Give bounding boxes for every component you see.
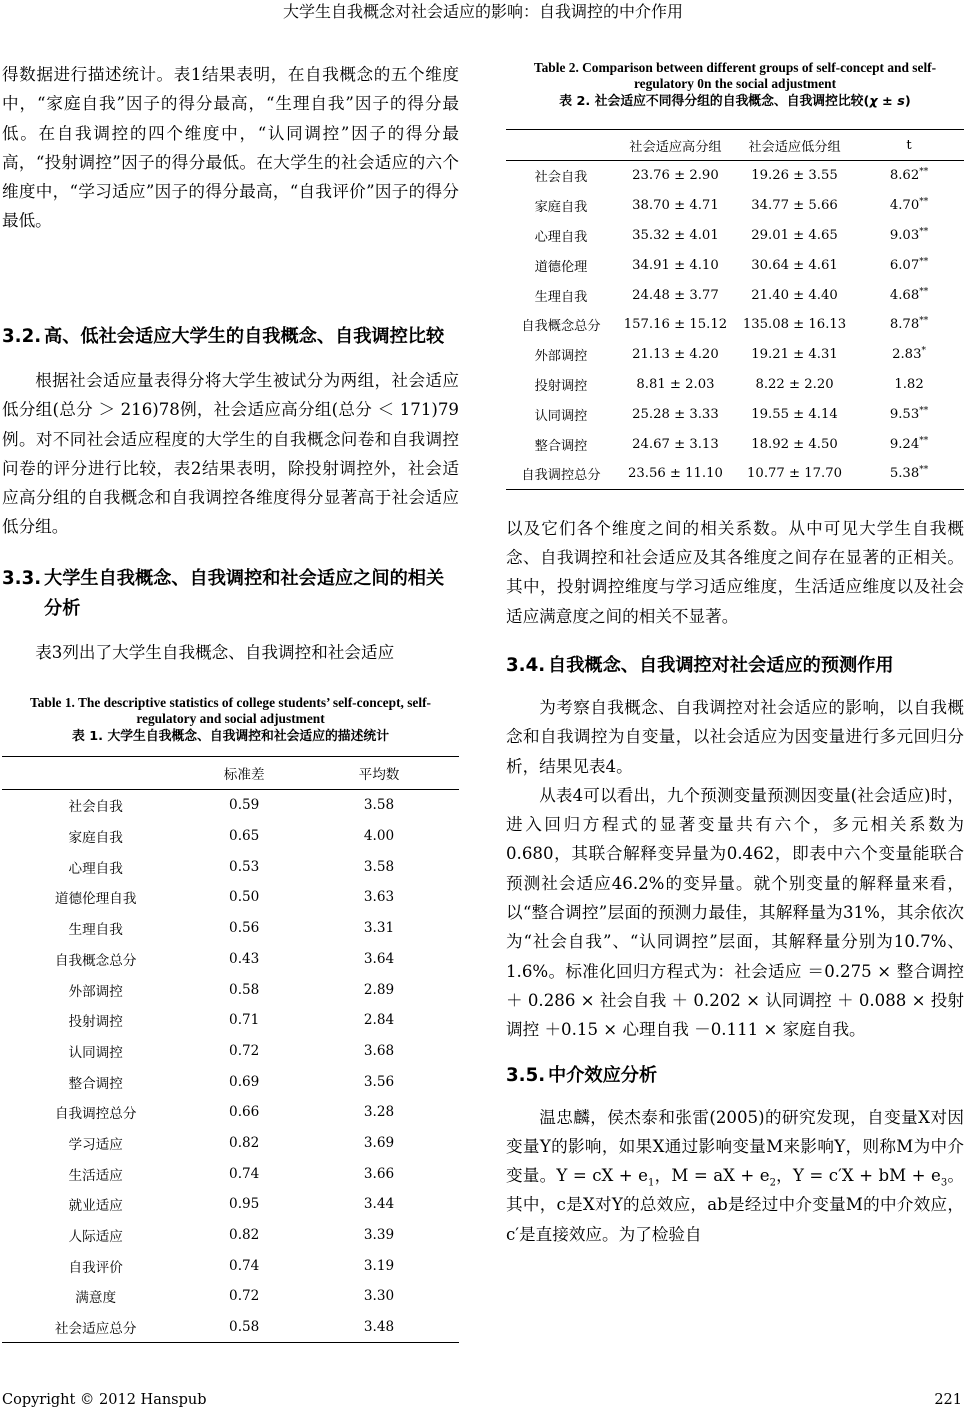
table-cell: 自我评价 [68,1259,123,1276]
table-cell: 19.55 ± 4.14 [751,406,838,422]
table-cell: 3.39 [363,1227,395,1244]
footer-copyright: Copyright © 2012 Hanspub [2,1392,207,1408]
caption-close: ) [904,94,911,109]
table-cell-t [854,459,964,489]
table-cell: 3.58 [363,858,395,875]
table-1 [2,756,459,1343]
table-cell: 投射调控 [68,1014,123,1031]
table-cell: 自我概念总分 [521,319,601,335]
table-cell: 21.40 ± 4.40 [751,287,838,303]
text-fragment: 温忠麟，侯杰泰和张雷(2005)的研究发现，自变量X对因变量Y的影响，如果X通过影响变量M来影响Y，则称M为中介变量。Y = cX + e [506,1107,964,1186]
text-fragment: 。其中，c是X对Y的总效应，ab是经过中介变量M的中介效应，c′是直接效应。为了检验自 [506,1166,964,1244]
table-cell: 生活适应 [68,1167,123,1184]
table-cell: 自我调控总分 [521,468,601,484]
text-fragment: ，M = aX + e [654,1166,770,1186]
significance-marker: ** [919,316,929,327]
table-cell: 0.58 [229,981,260,998]
table-cell: 3.58 [363,797,395,814]
paragraph-mediation [506,1103,964,1249]
table-cell-t [854,250,964,280]
t-value: 5.38 [889,466,920,482]
chi-symbol: χ [869,94,878,109]
table-cell: 3.69 [363,1134,395,1151]
table-cell: 自我概念总分 [54,952,137,969]
table-cell-t [854,221,964,251]
table-row [2,1312,459,1343]
section-number: 3.2. [2,326,42,347]
table-cell: 道德伦理自我 [54,891,137,908]
table-cell: 0.95 [229,1196,260,1213]
table-cell: 21.13 ± 4.20 [632,347,719,363]
table-cell: 23.56 ± 11.10 [627,466,723,482]
table-cell: 24.48 ± 3.77 [632,287,719,303]
table-row [2,1097,459,1128]
section-heading-3-4 [506,651,964,681]
t-value: 8.78 [889,317,920,333]
significance-marker: * [921,346,926,357]
table-cell: 认同调控 [68,1044,123,1061]
significance-marker: ** [919,286,929,297]
table-cell: 0.58 [229,1319,260,1336]
table-cell: 0.74 [229,1257,260,1274]
significance-marker: ** [919,405,929,416]
table-cell: 家庭自我 [534,200,588,216]
t-value: 4.68 [889,287,920,303]
table-cell-t [854,429,964,459]
footer-page-number: 221 [934,1392,962,1408]
table-cell: 19.26 ± 3.55 [751,168,838,184]
table-row [506,221,964,251]
table-row [506,280,964,310]
t-value: 9.53 [889,406,920,422]
paragraph-regression-results: 从表4可以看出，九个预测变量预测因变量(社会适应)时，进入回归方程式的显著变量共有六个，多元相关系数为0.680，其联合解释变异量为0.462，即表中六个变量能联合预测社会适应46.2%的变异量。就个别变量的解释量来看，以“整合调控”层面的预测力最佳，其解释量为31%，其余依次为“社会自我”、“认同调控”层面，其解释量分别为10.7%、1.6%。标准化回归方程式为：社会适应 ＝0.275 × 整合调控 ＋ 0.286 × 社会自我 ＋ 0.202 × 认同调控 ＋ 0.088 × 投射调控 ＋0.15 × 心理自我 －0.111 × 家庭自我。 [506,785,964,1040]
table-cell: 就业适应 [68,1198,123,1215]
significance-marker: ** [919,256,929,267]
table-row [2,1036,459,1067]
table-row [506,370,964,400]
section-title: 大学生自我概念、自我调控和社会适应之间的相关分析 [44,567,445,619]
table-row [506,310,964,340]
table-cell: 8.81 ± 2.03 [636,376,715,392]
table-cell: 0.59 [229,797,260,814]
significance-marker: ** [919,465,929,476]
table-row [506,459,964,489]
table-cell: 外部调控 [534,349,588,365]
paragraph-group-comparison: 根据社会适应量表得分将大学生被试分为两组，社会适应低分组(总分 ＞ 216)78例，社会适应高分组(总分 ＜ 171)79例。对不同社会适应程度的大学生的自我概念问卷和自我调控问卷的评分进行比较，表2结果表明，除投射调控外，社会适应高分组的自我概念和自我调控各维度得分显著高于社会适应低分组。 [2,371,459,537]
table-cell: 35.32 ± 4.01 [632,227,719,243]
table-cell: 2.84 [363,1012,395,1029]
table-cell: 2.89 [363,981,395,998]
table-cell: 18.92 ± 4.50 [751,436,838,452]
t-value: 4.70 [889,198,920,214]
table-cell: 0.65 [229,828,260,845]
table-cell: 3.68 [363,1042,395,1059]
table-cell: 24.67 ± 3.13 [632,436,719,452]
table-cell: 19.21 ± 4.31 [751,347,838,363]
table-cell: 3.19 [363,1257,395,1274]
table-cell: 3.64 [363,950,395,967]
table-cell-t [854,310,964,340]
table-cell: 0.50 [229,889,260,906]
t-value: 2.83 [892,347,922,363]
table-row [2,1128,459,1159]
section-number: 3.3. [2,567,42,589]
table-cell: 4.00 [363,828,395,845]
table-row [506,340,964,370]
table-header-cell: t [854,130,964,161]
table-cell: 0.82 [229,1227,260,1244]
section-title: 自我概念、自我调控对社会适应的预测作用 [548,654,894,676]
table-header-cell: 平均数 [299,757,459,790]
table-2-block [506,60,964,490]
table-cell: 3.44 [363,1196,395,1213]
table-row [2,882,459,913]
table-cell: 0.66 [229,1104,260,1121]
t-value: 9.24 [889,436,920,452]
table-header-row [2,757,459,790]
table-cell: 8.22 ± 2.20 [755,376,834,392]
paragraph-descriptive-results: 得数据进行描述统计。表1结果表明，在自我概念的五个维度中，“家庭自我”因子的得分最高，“生理自我”因子的得分最低。在自我调控的四个维度中，“认同调控”因子的得分最高，“投射调控”因子的得分最低。在大学生的社会适应的六个维度中，“学习适应”因子的得分最高，“自我评价”因子的得分最低。 [2,65,459,231]
left-column [2,60,459,1343]
table-cell: 心理自我 [68,860,123,877]
table-header-row [506,130,964,161]
subscript: 3 [940,1177,948,1189]
table-row [506,399,964,429]
table-cell-t [854,161,964,191]
table-cell: 0.69 [229,1073,260,1090]
table-row [2,974,459,1005]
paragraph-regression-intro: 为考察自我概念、自我调控对社会适应的影响，以自我概念和自我调控为自变量，以社会适应为因变量进行多元回归分析，结果见表4。 [506,697,964,776]
table-cell: 整合调控 [534,438,588,454]
table-cell: 0.53 [229,858,260,875]
table-cell: 0.71 [229,1012,260,1029]
table-cell: 0.56 [229,920,260,937]
significance-marker: ** [919,167,929,178]
table-row [506,161,964,191]
section-heading-3-5 [506,1061,964,1091]
significance-marker: ** [919,197,929,208]
table-cell: 0.43 [229,950,260,967]
table-cell: 3.28 [363,1104,395,1121]
table-header-cell: 社会适应高分组 [616,130,735,161]
table-header-cell: 社会适应低分组 [735,130,854,161]
table-cell: 10.77 ± 17.70 [747,466,842,482]
table-cell: 157.16 ± 15.12 [623,317,728,333]
table-row [2,1220,459,1251]
table-row [506,429,964,459]
significance-marker: ** [919,226,929,237]
table-header-cell [506,130,616,161]
table-header-cell [2,757,189,790]
table-cell: 23.76 ± 2.90 [632,168,719,184]
table-cell: 0.74 [229,1165,260,1182]
subscript: 2 [769,1177,776,1189]
table-cell: 学习适应 [68,1136,123,1153]
table-cell-t [854,399,964,429]
table-cell: 3.48 [363,1319,395,1336]
section-heading-3-2 [2,322,459,352]
table-cell: 生理自我 [534,289,588,305]
t-value: 8.62 [889,168,920,184]
table-row [2,1250,459,1281]
table-cell: 38.70 ± 4.71 [632,198,719,214]
table-cell: 家庭自我 [68,830,123,847]
section-title: 高、低社会适应大学生的自我概念、自我调控比较 [44,326,445,347]
section-number: 3.4. [506,654,546,676]
table-row [506,191,964,221]
text-fragment: ，Y = c′X + bM + e [775,1166,941,1186]
table-cell-t [854,191,964,221]
table-cell: 社会自我 [68,799,123,816]
paragraph-correlation-intro: 表3列出了大学生自我概念、自我调控和社会适应 [35,642,395,662]
table-cell-t [854,370,964,400]
table-cell: 满意度 [75,1290,117,1307]
table-header-cell: 标准差 [189,757,299,790]
table-1-block [2,695,459,1343]
table-row [2,1158,459,1189]
section-number: 3.5. [506,1064,546,1086]
table-cell: 投射调控 [534,378,588,394]
t-value: 1.82 [894,376,924,392]
subscript: 1 [648,1177,655,1189]
table-row [2,1066,459,1097]
table-1-caption-zh: 表 1. 大学生自我概念、自我调控和社会适应的描述统计 [71,729,389,745]
table-cell: 社会适应总分 [54,1321,137,1338]
plus-minus-symbol: ± [877,94,898,109]
running-head: 大学生自我概念对社会适应的影响：自我调控的中介作用 [282,2,683,21]
table-row [2,851,459,882]
table-row [2,913,459,944]
table-cell: 生理自我 [68,922,123,939]
table-cell: 3.30 [363,1288,395,1305]
table-cell: 认同调控 [534,408,588,424]
table-row [2,790,459,821]
t-value: 6.07 [889,257,920,273]
table-cell: 人际适应 [68,1229,123,1246]
table-cell: 外部调控 [68,983,123,1000]
s-symbol: s [897,94,905,109]
table-row [2,821,459,852]
table-cell: 30.64 ± 4.61 [751,257,838,273]
table-cell: 道德伦理 [534,259,588,275]
table-cell: 0.72 [229,1042,260,1059]
table-row [2,944,459,975]
table-row [2,1281,459,1312]
right-column [506,60,964,1249]
significance-marker: ** [919,435,929,446]
table-1-caption-en: Table 1. The descriptive statistics of college students’ self-concept, self-regulatory and social adjustment [29,695,432,727]
caption-text: 表 2. 社会适应不同得分组的自我概念、自我调控比较( [559,94,870,109]
table-row [2,1189,459,1220]
table-cell: 0.72 [229,1288,260,1305]
table-row [506,250,964,280]
table-cell: 社会自我 [534,170,588,186]
table-cell: 3.31 [363,920,395,937]
table-cell-t [854,340,964,370]
section-heading-3-3 [2,564,459,624]
table-2 [506,129,964,490]
table-cell: 135.08 ± 16.13 [742,317,847,333]
section-title: 中介效应分析 [548,1064,658,1086]
t-value: 9.03 [889,227,920,243]
table-2-caption-en: Table 2. Comparison between different groups of self-concept and self-regulatory 0n the social adjustment [533,60,937,91]
table-cell: 3.56 [363,1073,395,1090]
table-cell-t [854,280,964,310]
table-cell: 25.28 ± 3.33 [632,406,719,422]
table-cell: 34.77 ± 5.66 [751,198,838,214]
table-cell: 3.63 [363,889,395,906]
paragraph-correlation-results: 以及它们各个维度之间的相关系数。从中可见大学生自我概念、自我调控和社会适应及其各维度之间存在显著的正相关。其中，投射调控维度与学习适应维度，生活适应维度以及社会适应满意度之间的相关不显著。 [506,518,964,626]
table-cell: 整合调控 [68,1075,123,1092]
table-cell: 自我调控总分 [54,1106,137,1123]
table-cell: 心理自我 [534,229,588,245]
table-cell: 29.01 ± 4.65 [751,227,838,243]
table-cell: 3.66 [363,1165,395,1182]
table-cell: 0.82 [229,1134,260,1151]
table-2-caption-zh [506,93,964,111]
table-row [2,1005,459,1036]
table-cell: 34.91 ± 4.10 [632,257,719,273]
